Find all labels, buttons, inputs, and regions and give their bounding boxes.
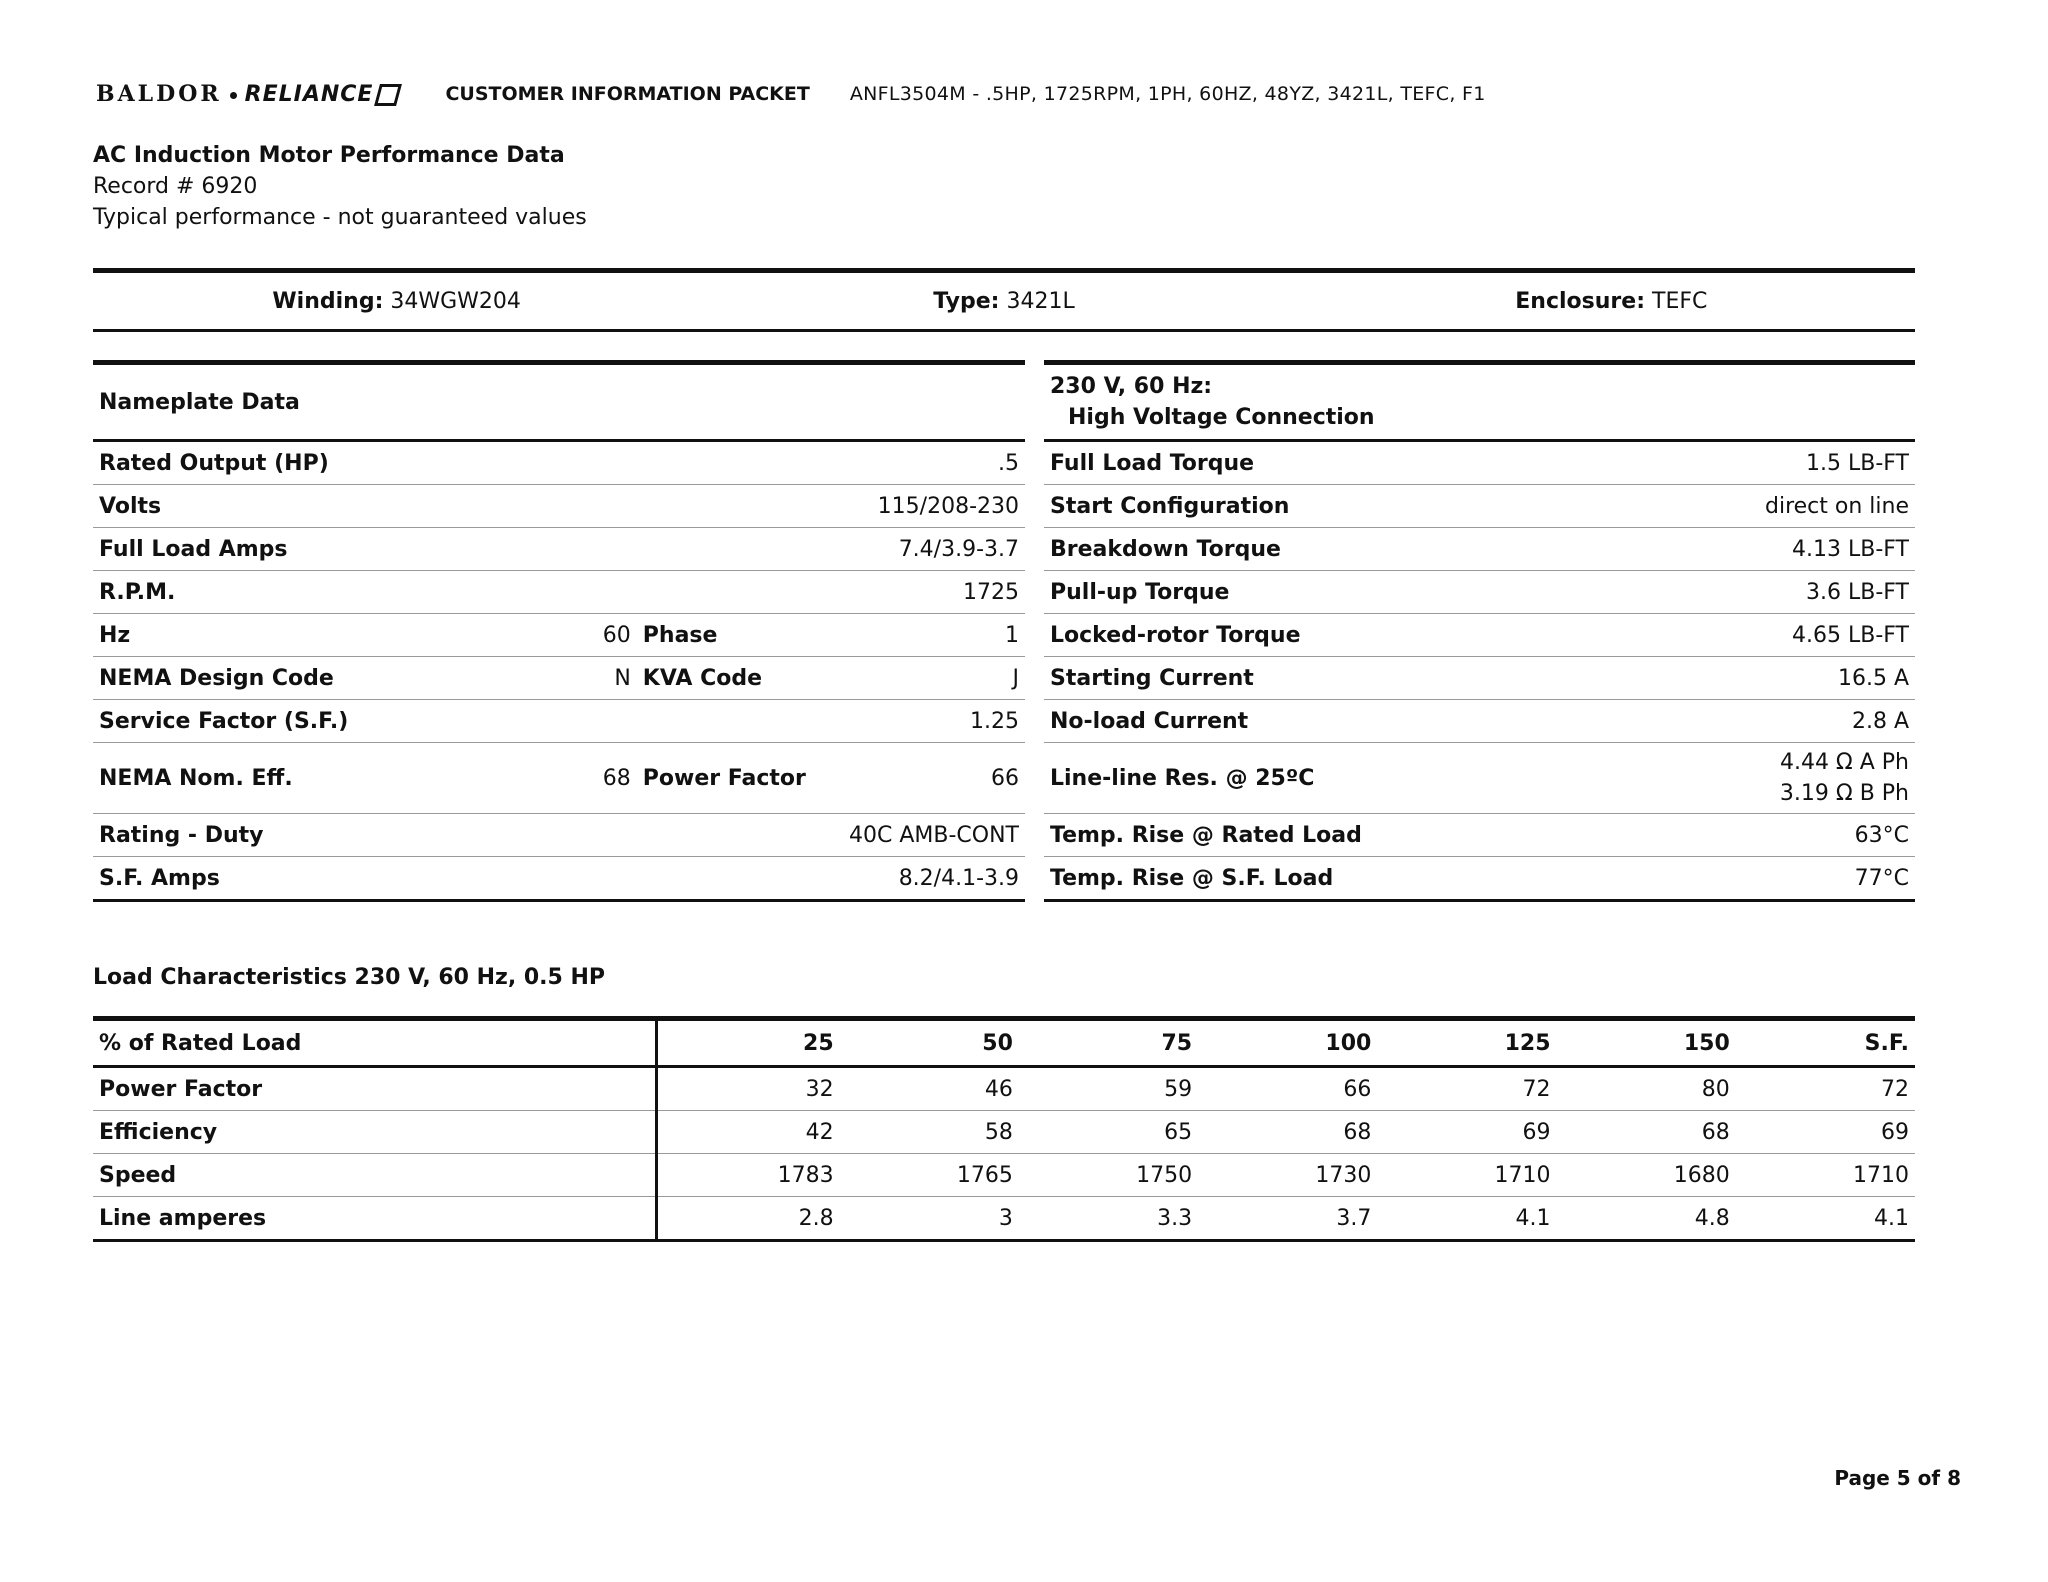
logo-mark-icon [375, 84, 403, 106]
winding-type-enclosure-row [93, 268, 1915, 332]
connection-title-line1: 230 V, 60 Hz: [1050, 374, 1213, 399]
table-row [1044, 700, 1915, 743]
model-description: ANFL3504M - .5HP, 1725RPM, 1PH, 60HZ, 48YZ, 3421L, TEFC, F1 [849, 83, 1486, 105]
winding-cell [93, 289, 700, 314]
cell-value: 2.8 [798, 1205, 834, 1231]
table-row [1044, 814, 1915, 857]
cell-value: 69 [1377, 1111, 1556, 1154]
row-value: 3.6 LB-FT [1632, 571, 1915, 614]
cell-value: 58 [840, 1111, 1019, 1154]
row-label: Breakdown Torque [1044, 528, 1632, 571]
row-label: Start Configuration [1044, 485, 1632, 528]
row-label: Rating - Duty [93, 814, 565, 857]
row-label: Pull-up Torque [1044, 571, 1632, 614]
row-value: N [565, 657, 637, 700]
page-number: Page 5 of 8 [1834, 1466, 1961, 1490]
row-value: 68 [565, 743, 637, 814]
load-characteristics-title: Load Characteristics 230 V, 60 Hz, 0.5 HP [93, 965, 606, 990]
cell-value: 1680 [1557, 1154, 1736, 1197]
cell-value: 1765 [840, 1154, 1019, 1197]
table-row [93, 657, 1025, 700]
resistance-b-phase: 3.19 Ω B Ph [1779, 781, 1909, 806]
cell-value: 72 [1377, 1067, 1556, 1111]
table-row [93, 485, 1025, 528]
cell-value: 59 [1019, 1067, 1198, 1111]
row-label: Efficiency [93, 1111, 657, 1154]
enclosure-value: TEFC [1652, 288, 1708, 314]
page-header [96, 74, 1956, 114]
document-title-block [93, 140, 587, 233]
enclosure-label: Enclosure: [1515, 288, 1645, 314]
cell-value: 68 [1557, 1111, 1736, 1154]
row-value: 7.4/3.9-3.7 [565, 528, 1025, 571]
cell-value: 42 [657, 1111, 840, 1154]
row-value: 77°C [1632, 857, 1915, 901]
row-value: 16.5 A [1632, 657, 1915, 700]
cell-value: 1750 [1019, 1154, 1198, 1197]
row-label: Locked-rotor Torque [1044, 614, 1632, 657]
row-value: 1725 [565, 571, 1025, 614]
row-label: Temp. Rise @ Rated Load [1044, 814, 1632, 857]
row-label: Full Load Amps [93, 528, 565, 571]
row-value: 4.13 LB-FT [1632, 528, 1915, 571]
row-label: Power Factor [93, 1067, 657, 1111]
logo-reliance-text: RELIANCE [244, 82, 374, 107]
cell-value: 3 [998, 1205, 1013, 1231]
row-value-2: 66 [953, 743, 1025, 814]
load-col-header: S.F. [1736, 1019, 1915, 1067]
row-label: Volts [93, 485, 565, 528]
row-label-2: Phase [637, 614, 953, 657]
row-value-2: J [953, 657, 1025, 700]
table-row [93, 1111, 1915, 1154]
table-row [1044, 571, 1915, 614]
row-value: 1.25 [565, 700, 1025, 743]
record-number: Record # 6920 [93, 174, 258, 199]
row-label: Starting Current [1044, 657, 1632, 700]
load-col-header: 25 [657, 1019, 840, 1067]
table-row [93, 614, 1025, 657]
table-row [93, 857, 1025, 901]
cell-value: 68 [1198, 1111, 1377, 1154]
row-label: NEMA Nom. Eff. [93, 743, 565, 814]
baldor-reliance-logo [96, 81, 399, 107]
row-label: Service Factor (S.F.) [93, 700, 565, 743]
row-value: 115/208-230 [565, 485, 1025, 528]
cell-value: 32 [657, 1067, 840, 1111]
table-row [1044, 657, 1915, 700]
cell-value: 72 [1736, 1067, 1915, 1111]
row-label: Temp. Rise @ S.F. Load [1044, 857, 1632, 901]
load-header-row [93, 1019, 1915, 1067]
load-col-header: 75 [1019, 1019, 1198, 1067]
table-row [93, 528, 1025, 571]
row-value: 40C AMB-CONT [565, 814, 1025, 857]
row-label: Speed [93, 1154, 657, 1197]
logo-baldor-text: BALDOR [96, 81, 222, 107]
table-row [1044, 441, 1915, 485]
row-value: 8.2/4.1-3.9 [565, 857, 1025, 901]
table-row [1044, 528, 1915, 571]
cell-value: 1730 [1198, 1154, 1377, 1197]
row-label: Full Load Torque [1044, 441, 1632, 485]
load-col-header: 150 [1557, 1019, 1736, 1067]
row-label: Line-line Res. @ 25ºC [1044, 743, 1632, 814]
cell-value: 3.7 [1336, 1205, 1372, 1231]
cell-value: 69 [1736, 1111, 1915, 1154]
row-value: 63°C [1632, 814, 1915, 857]
table-row [1044, 485, 1915, 528]
type-cell [700, 289, 1307, 314]
table-row [1044, 614, 1915, 657]
cell-value: 1783 [657, 1154, 840, 1197]
type-label: Type: [933, 288, 1000, 314]
logo-dot-icon [230, 92, 237, 99]
table-row [93, 700, 1025, 743]
row-label-2: Power Factor [637, 743, 953, 814]
row-label-2: KVA Code [637, 657, 953, 700]
table-row [93, 441, 1025, 485]
cell-value: 66 [1198, 1067, 1377, 1111]
type-value: 3421L [1006, 288, 1075, 314]
connection-title-line2: High Voltage Connection [1068, 405, 1375, 430]
row-label: No-load Current [1044, 700, 1632, 743]
table-row [93, 814, 1025, 857]
table-row [93, 1067, 1915, 1111]
cell-value: 46 [840, 1067, 1019, 1111]
load-characteristics-table [93, 1016, 1915, 1242]
cell-value: 65 [1019, 1111, 1198, 1154]
row-label: NEMA Design Code [93, 657, 565, 700]
cell-value: 4.1 [1874, 1205, 1909, 1231]
nameplate-title: Nameplate Data [93, 363, 1025, 441]
table-row [93, 1154, 1915, 1197]
performance-note: Typical performance - not guaranteed values [93, 205, 587, 230]
row-label: Hz [93, 614, 565, 657]
row-label: Line amperes [93, 1197, 657, 1241]
row-label: R.P.M. [93, 571, 565, 614]
table-row [93, 571, 1025, 614]
document-title: AC Induction Motor Performance Data [93, 143, 565, 168]
row-value-2: 1 [953, 614, 1025, 657]
row-label: S.F. Amps [93, 857, 565, 901]
row-value: 4.65 LB-FT [1632, 614, 1915, 657]
connection-data-table [1044, 360, 1915, 902]
row-value: 60 [565, 614, 637, 657]
nameplate-data-table [93, 360, 1025, 902]
enclosure-cell [1308, 289, 1915, 314]
table-row [1044, 857, 1915, 901]
cell-value: 1710 [1736, 1154, 1915, 1197]
row-value: direct on line [1632, 485, 1915, 528]
row-value: .5 [565, 441, 1025, 485]
row-value: 2.8 A [1632, 700, 1915, 743]
load-col-header: 50 [840, 1019, 1019, 1067]
load-header-label: % of Rated Load [93, 1019, 657, 1067]
row-label: Rated Output (HP) [93, 441, 565, 485]
cell-value: 1710 [1377, 1154, 1556, 1197]
packet-title: CUSTOMER INFORMATION PACKET [445, 83, 810, 105]
winding-value: 34WGW204 [390, 288, 521, 314]
table-row [1044, 743, 1915, 814]
resistance-a-phase: 4.44 Ω A Ph [1779, 750, 1909, 775]
load-col-header: 100 [1198, 1019, 1377, 1067]
cell-value: 4.8 [1694, 1205, 1730, 1231]
cell-value: 80 [1557, 1067, 1736, 1111]
cell-value: 4.1 [1515, 1205, 1551, 1231]
row-value [1632, 743, 1915, 814]
load-col-header: 125 [1377, 1019, 1556, 1067]
table-row [93, 1197, 1915, 1241]
table-row [93, 743, 1025, 814]
winding-label: Winding: [272, 288, 384, 314]
row-value: 1.5 LB-FT [1632, 441, 1915, 485]
connection-title [1044, 363, 1915, 441]
cell-value: 3.3 [1157, 1205, 1193, 1231]
